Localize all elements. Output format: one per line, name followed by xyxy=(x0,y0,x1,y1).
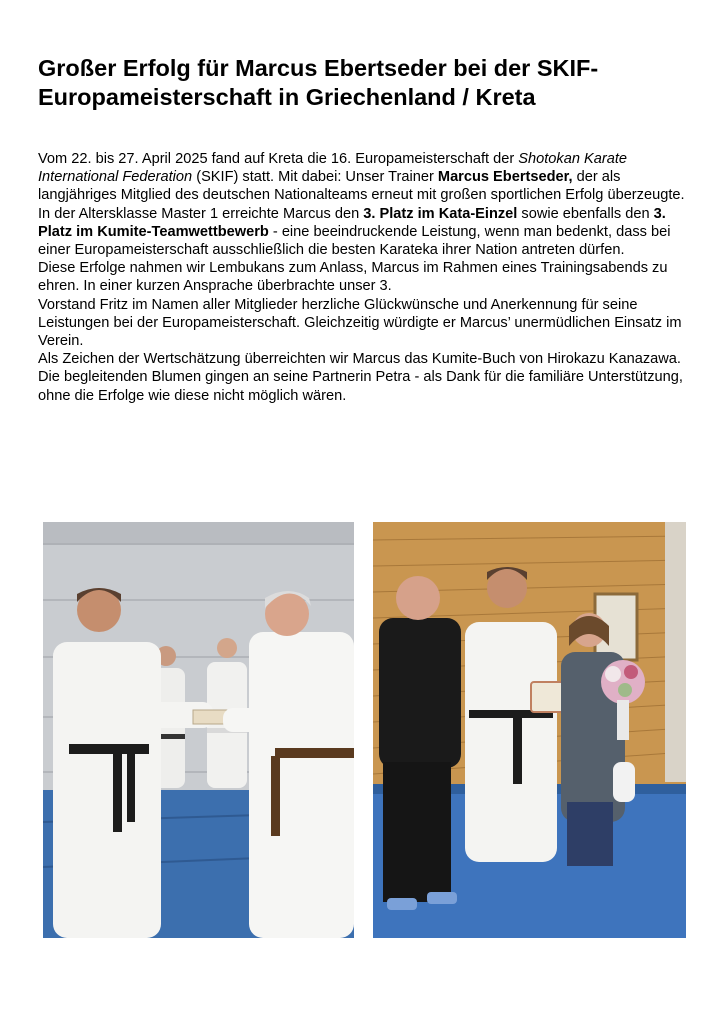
article-paragraph xyxy=(38,205,688,260)
article-paragraph xyxy=(38,296,688,351)
article-paragraph xyxy=(38,259,688,295)
text-run: Diese Erfolge nahmen wir Lembukans zum Anlass, Marcus im Rahmen eines Trainingsabends zu ehren. In einer kurzen Ansprache überbrachte unser 3. xyxy=(38,260,668,295)
article-body xyxy=(38,150,688,405)
text-run: (SKIF) statt. Mit dabei: Unser Trainer xyxy=(192,169,438,186)
text-run: der als langjähriges Mitglied des deutschen Nationalteams erneut mit großen sportlichen Erfolg überzeugte. xyxy=(38,169,685,204)
article-paragraph xyxy=(38,150,688,205)
text-run: In der Altersklasse Master 1 erreichte Marcus den xyxy=(38,205,364,222)
photo-award-handover xyxy=(43,522,354,938)
text-run: sowie ebenfalls den xyxy=(517,205,654,222)
bold-text: 3. Platz im Kata-Einzel xyxy=(363,205,518,222)
article-paragraph xyxy=(38,350,688,405)
italic-text: Shotokan Karate International Federation xyxy=(38,151,627,186)
photo-award-handover-image xyxy=(43,522,354,938)
article-title: Großer Erfolg für Marcus Ebertseder bei der SKIF-Europameisterschaft in Griechenland / Kreta xyxy=(38,55,599,110)
photo-group-with-flowers-image xyxy=(373,522,686,938)
text-run: - eine beeindruckende Leistung, wenn man bedenkt, dass bei einer Europameisterschaft ausschließlich die besten Karateka ihrer Nation antreten dürfen. xyxy=(38,223,671,259)
text-run: Vom 22. bis 27. April 2025 fand auf Kreta die 16. Europameisterschaft der xyxy=(38,151,519,167)
bold-text: Marcus Ebertseder, xyxy=(437,169,573,186)
text-run: Als Zeichen der Wertschätzung überreichten wir Marcus das Kumite-Buch von Hirokazu Kanazawa. Die begleitenden Blumen gingen an seine Partnerin Petra - als Dank für die familiäre Unterstützung, ohne die Erfolge wie diese nicht möglich wären. xyxy=(38,351,683,404)
bold-text: 3. Platz im Kumite-Teamwettbewerb xyxy=(38,205,666,240)
photo-group-with-flowers xyxy=(373,522,686,938)
text-run: Vorstand Fritz im Namen aller Mitglieder herzliche Glückwünsche und Anerkennung für seine Leistungen bei der Europameisterschaft. Gleichzeitig würdigte er Marcus’ unermüdlichen Einsatz im Verein. xyxy=(38,296,682,350)
